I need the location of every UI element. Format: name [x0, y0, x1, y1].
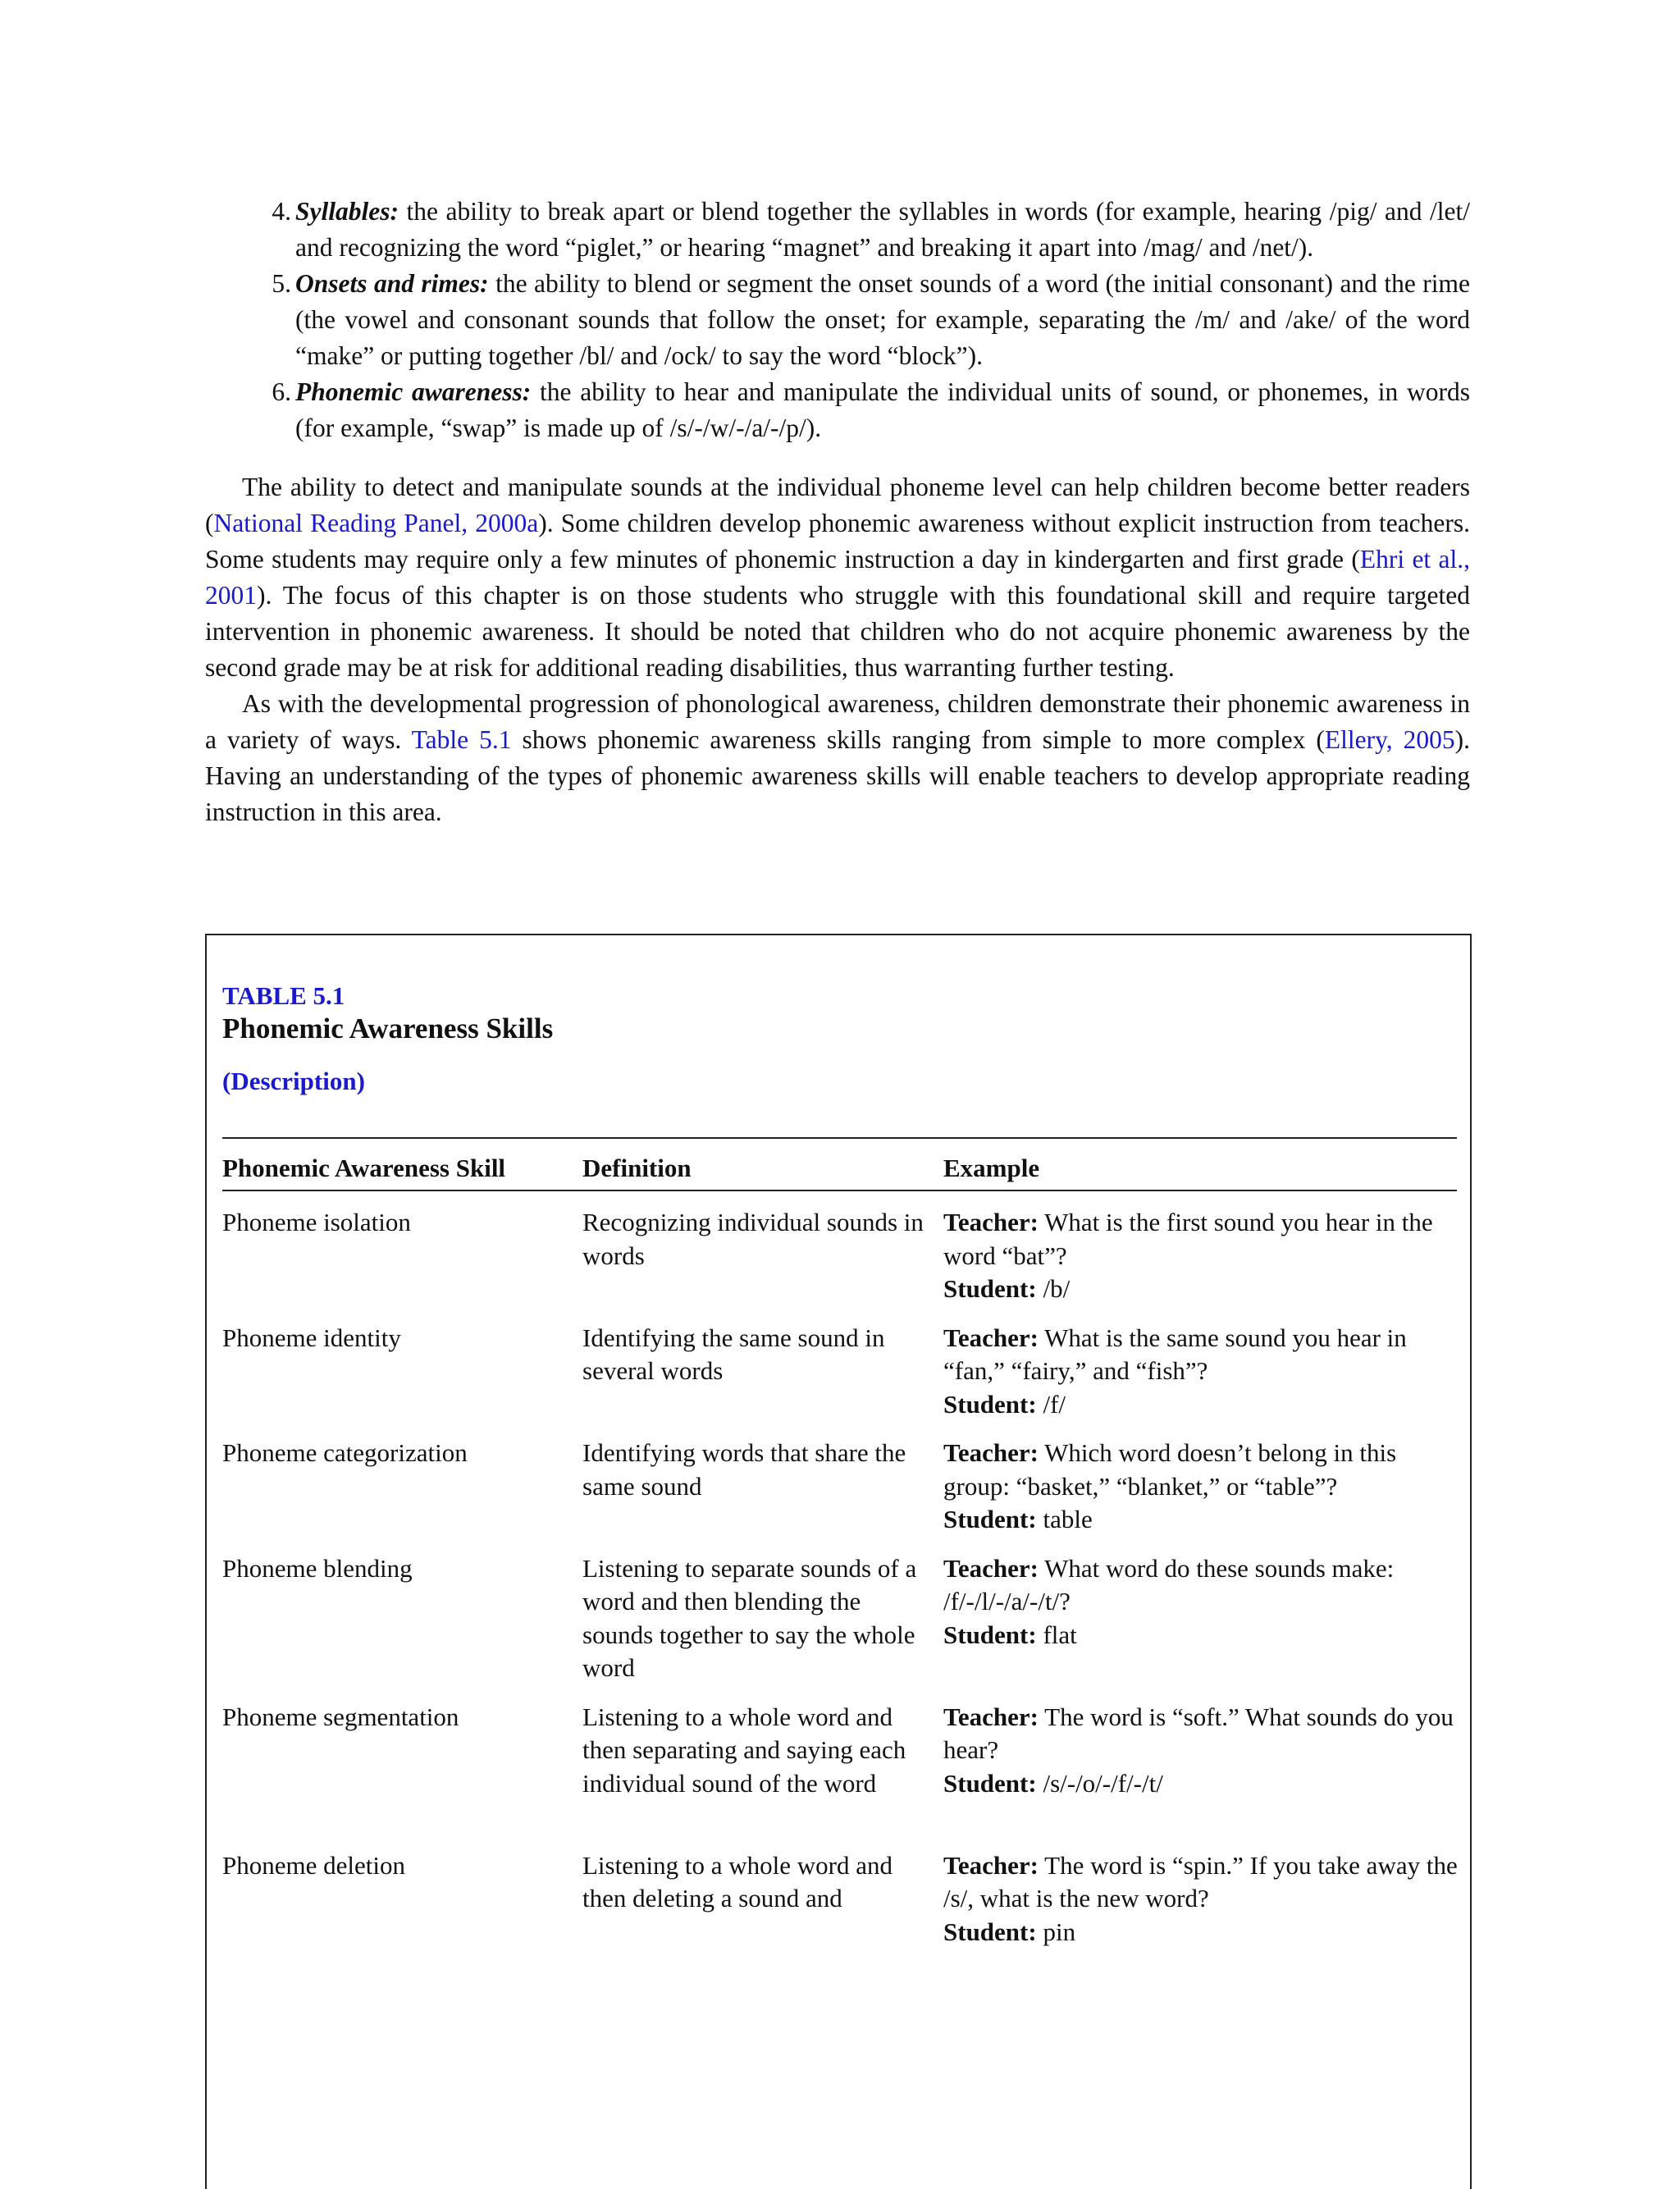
student-line [943, 1767, 1460, 1801]
list-number: 4. [272, 197, 291, 226]
teacher-text: Which word doesn’t belong in this group: “basket,” “blanket,” or “table”? [943, 1438, 1397, 1501]
citation-link[interactable]: Ellery, 2005 [1324, 725, 1455, 754]
paragraph-text: ). Some children develop phonemic awareness without explicit instruction from teachers. Some students may require only a few minutes of phonemic instruction a day in kindergarten and first grade ( [205, 509, 1471, 574]
table-label: TABLE 5.1 [222, 981, 345, 1010]
student-line [943, 1388, 1460, 1422]
teacher-line [943, 1849, 1460, 1916]
table-row [222, 1322, 1457, 1422]
teacher-label: Teacher: [943, 1323, 1039, 1352]
example-cell [943, 1849, 1460, 1949]
example-cell [943, 1552, 1460, 1685]
paragraph-text: ). The focus of this chapter is on those students who struggle with this foundational skill and require targeted intervention in phonemic awareness. It should be noted that children who do not acquire phonemic awareness by the second grade may be at risk for additional reading disabilities, thus warranting further testing. [205, 581, 1470, 682]
citation-link[interactable]: National Reading Panel, 2000a [213, 509, 539, 537]
table-container [205, 934, 1472, 2189]
list-item [205, 374, 1470, 446]
row-spacer [943, 1652, 1460, 1685]
definition-cell: Recognizing individual sounds in words [582, 1208, 924, 1270]
list-term: Syllables: [295, 197, 399, 226]
student-label: Student: [943, 1768, 1037, 1798]
teacher-line [943, 1437, 1460, 1503]
student-line [943, 1273, 1460, 1306]
skill-cell: Phoneme identity [222, 1323, 401, 1352]
student-text: pin [1036, 1917, 1076, 1946]
table-header-rule [222, 1190, 1457, 1191]
row-spacer [943, 1800, 1460, 1834]
teacher-text: What is the first sound you hear in the word “bat”? [943, 1208, 1433, 1270]
skill-cell: Phoneme isolation [222, 1208, 411, 1236]
teacher-label: Teacher: [943, 1438, 1039, 1467]
example-cell [943, 1437, 1460, 1537]
student-text: /f/ [1036, 1389, 1066, 1419]
list-text: the ability to blend or segment the onset sounds of a word (the initial consonant) and the rime (the vowel and consonant sounds that follow the onset; for example, separating the /m/ and /ake/ of the word “make” or putting together /bl/ and /ock/ to say the word “block”). [295, 269, 1471, 370]
table-title: Phonemic Awareness Skills [222, 1012, 554, 1044]
column-header-skill: Phonemic Awareness Skill [222, 1154, 506, 1182]
skill-cell: Phoneme blending [222, 1553, 413, 1583]
table-row [222, 1701, 1457, 1834]
table-top-rule [222, 1137, 1457, 1139]
paragraph-text: ). Having an understanding of the types of phonemic awareness skills will enable teachers to develop appropriate reading instruction in this area. [205, 725, 1471, 826]
student-line [943, 1503, 1460, 1537]
table-row [222, 1206, 1457, 1306]
example-cell [943, 1701, 1460, 1834]
teacher-line [943, 1206, 1460, 1273]
list-number: 5. [272, 269, 291, 298]
citation-link[interactable]: Ehri et al., 2001 [205, 545, 1470, 610]
example-cell [943, 1206, 1460, 1306]
student-line [943, 1916, 1460, 1949]
skill-cell: Phoneme deletion [222, 1850, 405, 1880]
teacher-label: Teacher: [943, 1702, 1039, 1731]
definition-cell: Listening to a whole word and then deleting a sound and [582, 1850, 892, 1913]
student-label: Student: [943, 1917, 1037, 1946]
definition-cell: Listening to separate sounds of a word and then blending the sounds together to say the whole word [582, 1553, 917, 1682]
list-term: Onsets and rimes: [295, 269, 489, 298]
definition-cell: Identifying the same sound in several words [582, 1323, 885, 1385]
paragraph [205, 686, 1470, 830]
page-content [205, 194, 1470, 830]
skill-cell: Phoneme categorization [222, 1438, 468, 1467]
paragraph-text: As with the developmental progression of phonological awareness, children demonstrate their phonemic awareness in a variety of ways. [205, 689, 1470, 754]
teacher-label: Teacher: [943, 1553, 1039, 1583]
teacher-text: What is the same sound you hear in “fan,” “fairy,” and “fish”? [943, 1323, 1407, 1385]
list-item [205, 194, 1470, 266]
student-label: Student: [943, 1389, 1037, 1419]
list-text: the ability to hear and manipulate the individual units of sound, or phonemes, in words (for example, “swap” is made up of /s/-/w/-/a/-/p/). [295, 377, 1470, 442]
table-row [222, 1849, 1457, 1949]
student-line [943, 1619, 1460, 1652]
list-term: Phonemic awareness: [295, 377, 532, 406]
table-reference-link[interactable]: Table 5.1 [411, 725, 512, 754]
student-text: table [1036, 1505, 1093, 1533]
student-text: /b/ [1036, 1274, 1071, 1303]
student-text: flat [1036, 1620, 1077, 1649]
paragraph [205, 469, 1470, 686]
definition-cell: Listening to a whole word and then separating and saying each individual sound of the word [582, 1702, 906, 1798]
teacher-text: The word is “spin.” If you take away the /s/, what is the new word? [943, 1850, 1458, 1913]
teacher-text: What word do these sounds make: /f/-/l/-/a/-/t/? [943, 1553, 1395, 1615]
skill-cell: Phoneme segmentation [222, 1702, 459, 1731]
teacher-line [943, 1322, 1460, 1388]
list-text: the ability to break apart or blend together the syllables in words (for example, hearing /pig/ and /let/ and recognizing the word “piglet,” or hearing “magnet” and breaking it apart into /mag/ and /net/). [295, 197, 1470, 262]
teacher-label: Teacher: [943, 1208, 1039, 1236]
teacher-text: The word is “soft.” What sounds do you hear? [943, 1702, 1454, 1764]
table-row [222, 1552, 1457, 1685]
table-row [222, 1437, 1457, 1537]
teacher-label: Teacher: [943, 1850, 1039, 1880]
paragraph-text: The ability to detect and manipulate sounds at the individual phoneme level can help children become better readers ( [205, 473, 1470, 537]
student-label: Student: [943, 1505, 1037, 1533]
teacher-line [943, 1701, 1460, 1767]
list-item [205, 266, 1470, 374]
student-label: Student: [943, 1274, 1037, 1303]
student-text: /s/-/o/-/f/-/t/ [1036, 1768, 1163, 1798]
student-label: Student: [943, 1620, 1037, 1649]
column-header-definition: Definition [582, 1154, 692, 1182]
table-description-link[interactable]: (Description) [222, 1067, 365, 1095]
example-cell [943, 1322, 1460, 1422]
body-text [205, 469, 1470, 830]
definition-cell: Identifying words that share the same sound [582, 1438, 906, 1501]
paragraph-text: shows phonemic awareness skills ranging from simple to more complex ( [511, 725, 1325, 754]
numbered-list [205, 194, 1470, 446]
list-number: 6. [272, 377, 291, 406]
column-header-example: Example [943, 1154, 1040, 1182]
table-body [222, 1206, 1457, 1964]
teacher-line [943, 1552, 1460, 1619]
